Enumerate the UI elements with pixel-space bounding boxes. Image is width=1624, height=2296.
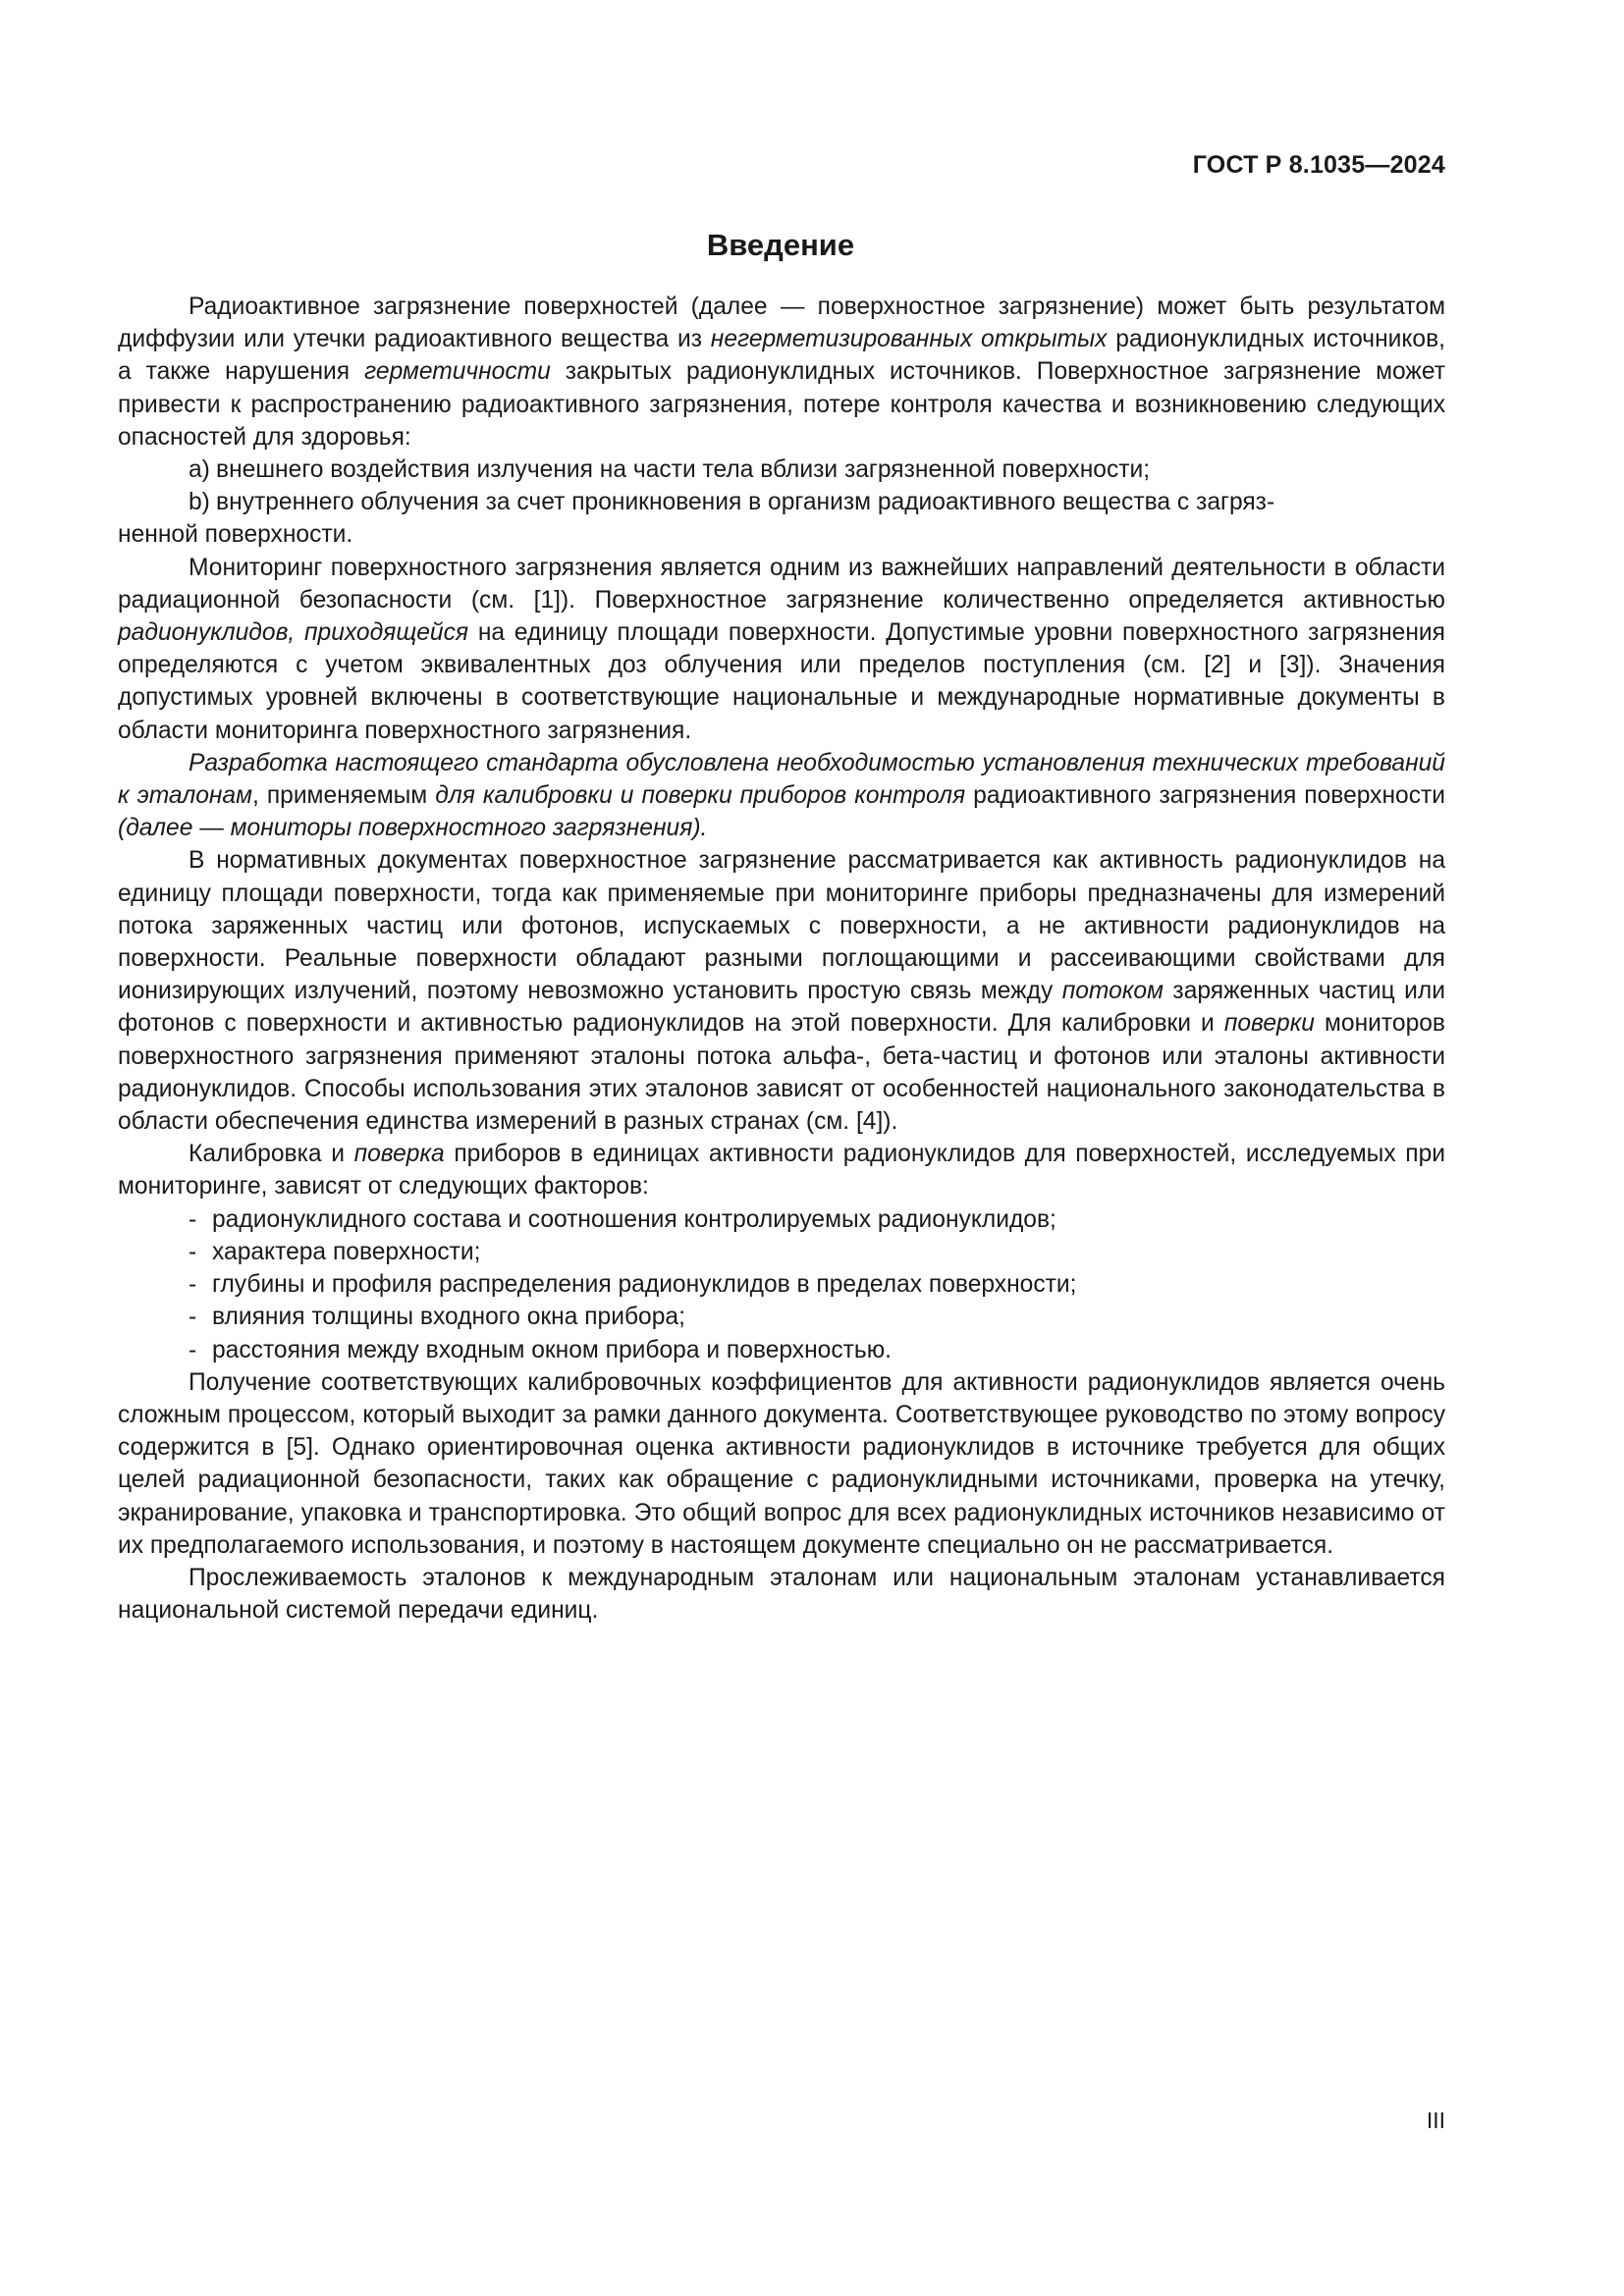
document-code: ГОСТ Р 8.1035—2024	[1192, 151, 1445, 179]
factor-list-item: - радионуклидного состава и соотношения контролируемых радионуклидов;	[189, 1205, 1056, 1233]
factor-list-item: - расстояния между входным окном прибора и поверхностью.	[189, 1336, 892, 1363]
paragraph-coefficients: Получение соответствующих калибровочных коэффициентов для активности радионуклидов является очень сложным процессом, который выходит за рамки данного документа. Соответствующее руководство по этому вопросу содержится в [5]. Однако ориентировочная оценка активности радионуклидов в источнике требуется для общих целей радиационной безопасности, таких как обращение с радионуклидными источниками, проверка на утечку, экранирование, упаковка и транспортировка. Это общий вопрос для всех радионуклидных источников независимо от их предполагаемого использования, и поэтому в настоящем документе специально он не рассматривается.	[118, 1368, 1445, 1559]
section-title: Введение	[706, 228, 855, 262]
document-body	[118, 291, 1445, 1627]
factor-list-item: - глубины и профиля распределения радионуклидов в пределах поверхности;	[189, 1271, 1077, 1299]
paragraph-normative: В нормативных документах поверхностное загрязнение рассматривается как активность радионуклидов на единицу площади поверхности, тогда как применяемые при мониторинге приборы предназначены для измерений потока заряженных частиц или фотонов, испускаемых с поверхности, а не активности радионуклидов на поверхности. Реальные поверхности обладают разными поглощающими и рассеивающими свойствами для ионизирующих излучений, поэтому невозможно установить простую связь между потоком заряженных частиц или фотонов с поверхности и активностью радионуклидов на этой поверхности. Для калибровки и поверки мониторов поверхностного загрязнения применяют эталоны потока альфа-, бета-частиц и фотонов или эталоны активности радионуклидов. Способы использования этих эталонов зависят от особенностей национального законодательства в области обеспечения единства измерений в разных странах (см. [4]).	[118, 847, 1445, 1136]
list-item-continuation: ненной поверхности.	[118, 521, 353, 549]
page-number: III	[1426, 2108, 1445, 2133]
factor-list-item: - характера поверхности;	[189, 1238, 481, 1265]
list-item: b) внутреннего облучения за счет проникновения в организм радиоактивного вещества с загряз-	[189, 489, 1275, 516]
paragraph-monitoring: Мониторинг поверхностного загрязнения является одним из важнейших направлений деятельности в области радиационной безопасности (см. [1]). Поверхностное загрязнение количественно определяется активностью радионуклидов, приходящейся на единицу площади поверхности. Допустимые уровни поверхностного загрязнения определяются с учетом эквивалентных доз облучения или пределов поступления (см. [2] и [3]). Значения допустимых уровней включены в соответствующие национальные и международные нормативные документы в области мониторинга поверхностного загрязнения.	[118, 554, 1445, 744]
paragraph-traceability: Прослеживаемость эталонов к международным эталонам или национальным эталонам устанавливается национальной системой передачи единиц.	[118, 1564, 1445, 1625]
list-item: a) внешнего воздействия излучения на части тела вблизи загрязненной поверхности;	[189, 456, 1151, 484]
paragraph-intro: Радиоактивное загрязнение поверхностей (далее — поверхностное загрязнение) может быть результатом диффузии или утечки радиоактивного вещества из негерметизированных открытых радионуклидных источников, а также нарушения герметичности закрытых радионуклидных источников. Поверхностное загрязнение может привести к распространению радиоактивного загрязнения, потере контроля качества и возникновению следующих опасностей для здоровья:	[118, 294, 1445, 451]
paragraph-purpose: Разработка настоящего стандарта обусловлена необходимостью установления технических требований к эталонам, применяемым для калибровки и поверки приборов контроля радиоактивного загрязнения поверхности (далее — мониторы поверхностного загрязнения).	[118, 749, 1445, 842]
factor-list-item: - влияния толщины входного окна прибора;	[189, 1304, 685, 1331]
paragraph-calibration: Калибровка и поверка приборов в единицах активности радионуклидов для поверхностей, исследуемых при мониторинге, зависят от следующих факторов:	[118, 1141, 1445, 1201]
